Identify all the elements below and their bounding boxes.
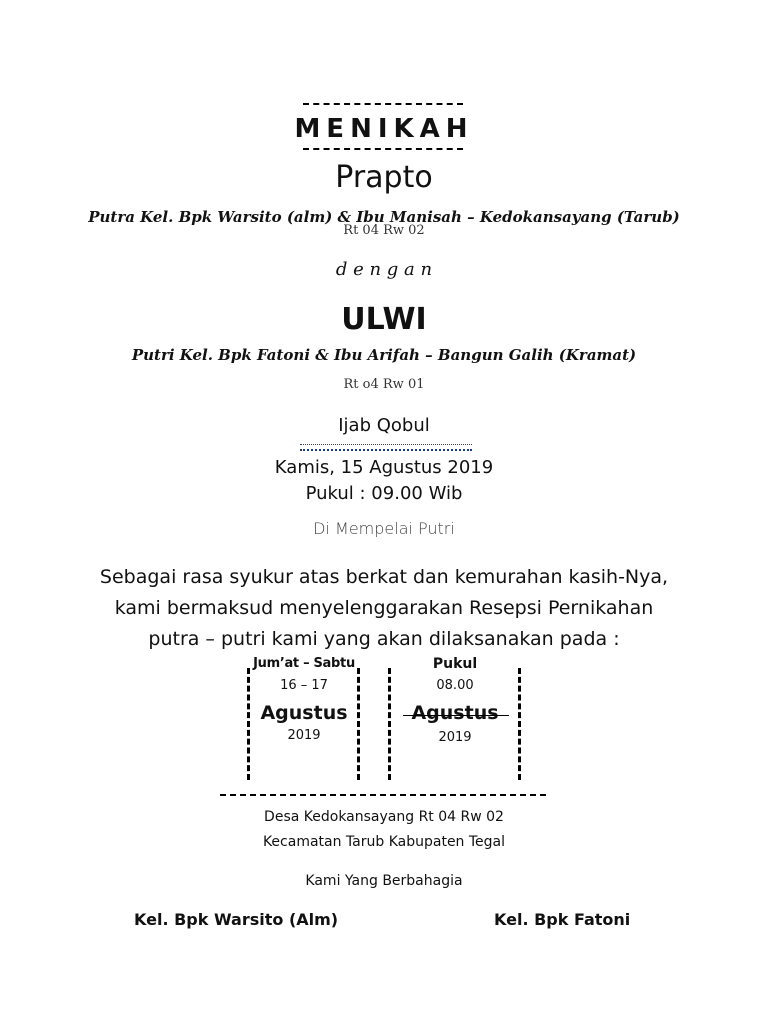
- invitation-line-2: kami bermaksud menyelenggarakan Resepsi Pernikahan: [114, 597, 654, 619]
- akad-divider: [300, 444, 472, 451]
- groom-address: Rt 04 Rw 02: [343, 223, 425, 238]
- connector-text: d e n g a n: [335, 259, 433, 280]
- invitation-line-1: Sebagai rasa syukur atas berkat dan kemurahan kasih-Nya,: [99, 566, 669, 588]
- location-line-2: Kecamatan Tarub Kabupaten Tegal: [262, 834, 506, 850]
- bride-parents: Putri Kel. Bpk Fatoni & Ibu Arifah – Bangun Galih (Kramat): [131, 346, 637, 364]
- reception-right-column: [393, 656, 517, 745]
- family-right: Kel. Bpk Fatoni: [494, 910, 631, 929]
- reception-time-label: Pukul: [432, 656, 478, 672]
- reception-mid-border-right: [388, 668, 391, 780]
- akad-date: Kamis, 15 Agustus 2019: [274, 457, 494, 478]
- groom-name: Prapto: [335, 160, 433, 195]
- groom-parents: Putra Kel. Bpk Warsito (alm) & Ibu Manisah – Kedokansayang (Tarub): [88, 208, 680, 226]
- strike-decoration: [403, 715, 509, 716]
- location-line-1: Desa Kedokansayang Rt 04 Rw 02: [264, 809, 504, 825]
- reception-month-right: Agustus: [411, 702, 499, 724]
- reception-time: 08.00: [436, 678, 474, 693]
- invitation-line-3: putra – putri kami yang akan dilaksanakan pada :: [148, 628, 620, 650]
- reception-mid-border-left: [357, 668, 360, 780]
- header-bottom-rule: [303, 148, 463, 150]
- reception-right-border: [518, 668, 521, 780]
- akad-place: Di Mempelai Putri: [313, 519, 455, 538]
- header-top-rule: [303, 103, 463, 105]
- closing-text: Kami Yang Berbahagia: [305, 873, 463, 889]
- reception-year-right: 2019: [438, 730, 472, 745]
- akad-time: Pukul : 09.00 Wib: [305, 483, 463, 504]
- bride-name: ULWI: [341, 302, 427, 337]
- reception-dates: 16 – 17: [280, 678, 328, 693]
- akad-title: Ijab Qobul: [338, 415, 430, 436]
- reception-year: 2019: [287, 728, 321, 743]
- reception-month: Agustus: [260, 702, 348, 724]
- page-title: MENIKAH: [294, 114, 474, 144]
- location-divider: [220, 794, 546, 796]
- family-left: Kel. Bpk Warsito (Alm): [134, 910, 339, 929]
- reception-left-column: [252, 656, 356, 743]
- bride-address: Rt o4 Rw 01: [343, 377, 425, 392]
- reception-days: Jum’at – Sabtu: [253, 656, 355, 671]
- reception-left-border: [247, 668, 250, 780]
